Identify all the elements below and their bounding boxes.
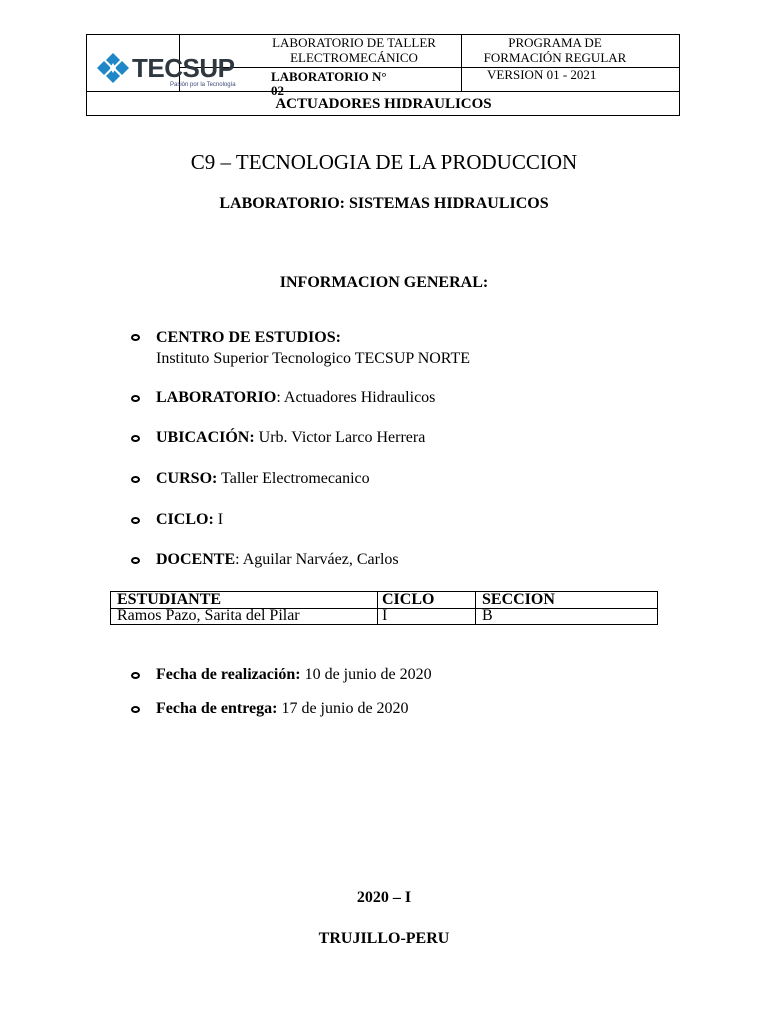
realizacion-label: Fecha de realización: [156,666,301,683]
docente-label: DOCENTE [156,551,236,568]
document-header-table [86,34,680,116]
list-item-curso [156,470,370,488]
lab-number: LABORATORIO N° 02 [271,69,387,98]
logo-tagline: Pasión por la Tecnología [170,82,236,88]
list-item-ubicacion [156,429,425,447]
table-divider [377,592,378,624]
section-heading: INFORMACION GENERAL: [279,274,489,291]
city-label: TRUJILLO-PERU [318,930,450,947]
entrega-value: 17 de junio de 2020 [277,700,409,717]
bullet-icon [131,672,140,679]
lab-subtitle: LABORATORIO: SISTEMAS HIDRAULICOS [219,195,549,212]
header-ciclo: CICLO [382,591,435,608]
tecsup-logo-icon [95,53,131,83]
student-table [110,591,658,625]
ubicacion-label: UBICACIÓN: [156,429,255,446]
curso-label: CURSO: [156,470,218,487]
ubicacion-value: Urb. Victor Larco Herrera [254,429,426,446]
logo-wordmark: TECSUP [132,53,235,83]
centro-value: Instituto Superior Tecnologico TECSUP NORTE [156,350,471,367]
subject-title: ACTUADORES HIDRAULICOS [275,96,492,112]
course-title: C9 – TECNOLOGIA DE LA PRODUCCION [190,150,578,174]
list-item-fecha-realizacion [156,666,432,684]
list-item-ciclo [156,511,223,529]
list-item-laboratorio [156,389,435,407]
bullet-icon [131,435,140,442]
program-line1: PROGRAMA DE [508,35,602,50]
laboratorio-label: LABORATORIO [156,389,277,406]
list-item-docente [156,551,399,569]
curso-value: Taller Electromecanico [217,470,370,487]
program-line2: FORMACIÓN REGULAR [483,50,627,65]
list-item-fecha-entrega [156,700,409,718]
tecsup-logo [95,49,236,89]
realizacion-value: 10 de junio de 2020 [300,666,432,683]
version-label: VERSION 01 - 2021 [487,67,597,82]
lab-title-line2: ELECTROMECÁNICO [290,50,418,65]
lab-title-line1: LABORATORIO DE TALLER [272,35,436,50]
centro-label: CENTRO DE ESTUDIOS: [156,329,341,346]
header-seccion: SECCION [482,591,555,608]
table-divider [475,592,476,624]
cell-seccion: B [482,607,493,624]
laboratorio-value: : Actuadores Hidraulicos [276,389,436,406]
docente-value: : Aguilar Narváez, Carlos [235,551,399,568]
ciclo-label: CICLO: [156,511,214,528]
academic-period: 2020 – I [356,889,412,906]
cell-ciclo: I [382,607,388,624]
header-divider [461,35,462,91]
bullet-icon [131,706,140,713]
entrega-label: Fecha de entrega: [156,700,278,717]
cell-student-name: Ramos Pazo, Sarita del Pilar [117,607,300,624]
bullet-icon [131,395,140,402]
list-item-centro [156,329,341,347]
bullet-icon [131,334,140,341]
bullet-icon [131,557,140,564]
bullet-icon [131,476,140,483]
header-estudiante: ESTUDIANTE [117,591,222,608]
ciclo-value: I [213,511,224,528]
bullet-icon [131,517,140,524]
